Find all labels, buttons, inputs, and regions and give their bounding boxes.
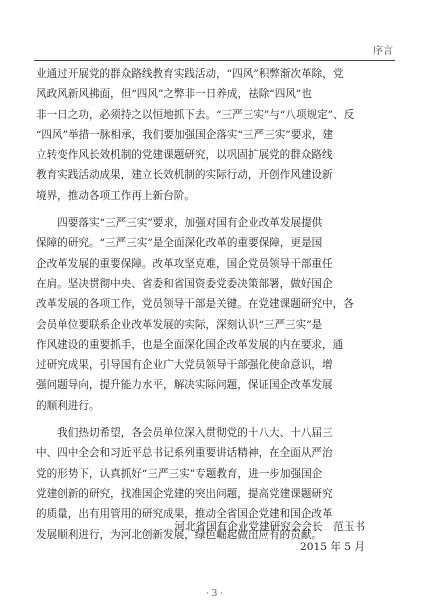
text-line: 的质量，出有用管用的研究成果，推动全省国企党建和国企改革 — [36, 508, 333, 521]
text-line: “四风”举措一脉相承，我们要加强国企落实“三严三实”要求，建 — [36, 128, 334, 141]
text-line: 中、四中全会和习近平总书记系列重要讲话精神，在全面从严治 — [36, 447, 333, 460]
text-line: 发展顺利进行，为河北创新发展，绿色崛起做出应有的贡献。 — [36, 528, 323, 541]
text-line: 风政风新风拂面，但“四风”之弊非一日养成，祛除“四风”也 — [36, 88, 312, 101]
text-line: 党的形势下，认真抓好“三严三实”专题教育，进一步加强国企 — [36, 467, 323, 480]
text-line: 教育实践活动成果，建立长效机制的实际行动，开创作风建设新 — [36, 169, 333, 182]
text-line: 在肩。坚决贯彻中央、省委和省国资委党委决策部署，做好国企 — [36, 277, 333, 290]
text-line: 四要落实“三严三实”要求，加强对国有企业改革发展提供 — [36, 217, 323, 230]
signature-date: 2015 年 5 月 — [300, 541, 365, 553]
page-header — [34, 40, 395, 61]
paragraph — [36, 213, 395, 416]
signature-organization: 河北省国有企业党建研究会会长 范玉书 — [174, 521, 365, 533]
signature-block — [174, 517, 365, 557]
page-number: · 3 · — [205, 589, 224, 599]
text-line: 企改革发展的重要保障。改革攻坚克难，国企党员领导干部重任 — [36, 257, 333, 270]
text-line: 的顺利进行。 — [36, 399, 100, 412]
text-line: 境界，推动各项工作再上新台阶。 — [36, 189, 195, 202]
text-line: 业通过开展党的群众路线教育实践活动，“四风”积弊渐次革除，党 — [36, 68, 344, 80]
running-header-title: 序言 — [373, 46, 393, 57]
article-body — [36, 64, 395, 552]
text-line: 改革发展的各项工作，党员领导干部是关键。在党建课题研究中，各 — [36, 298, 354, 311]
text-line: 会员单位要联系企业改革发展的实际，深刻认识“三严三实”是 — [36, 318, 323, 331]
text-line: 强问题导向，提升能力水平，解决实际问题，保证国企改革发展 — [36, 379, 333, 392]
text-line: 立转变作风长效机制的党建课题研究，以巩固扩展党的群众路线 — [36, 149, 333, 162]
text-line: 我们热切希望，各会员单位深入贯彻党的十八大、十八届三 — [36, 427, 333, 440]
paragraph — [36, 64, 395, 206]
text-line: 党建创新的研究，找准国企党建的突出问题，提高党建课题研究 — [36, 487, 333, 500]
text-line: 过研究成果，引导国有企业广大党员领导干部强化使命意识，增 — [36, 359, 333, 372]
text-line: 非一日之功，必须持之以恒地抓下去。“三严三实”与“八项规定”、反 — [36, 108, 355, 121]
text-line: 保障的研究。“三严三实”是全面深化改革的重要保障，更是国 — [36, 237, 323, 250]
text-line: 作风建设的重要抓手，也是全面深化国企改革发展的内在要求，通 — [36, 338, 344, 351]
